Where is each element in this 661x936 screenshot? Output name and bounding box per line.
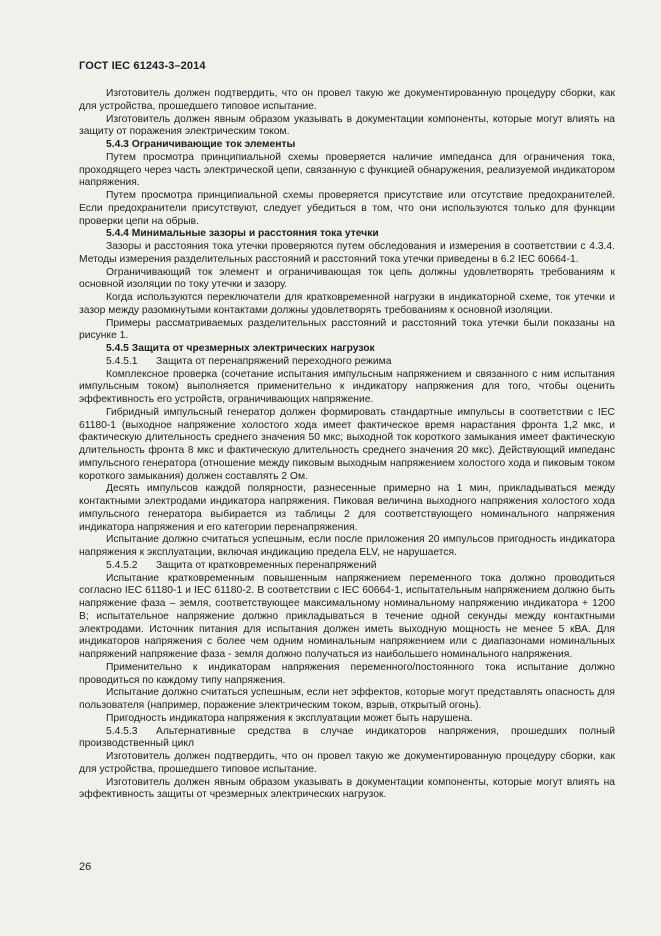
- subsection-number: 5.4.5.1: [106, 355, 138, 367]
- subsection-heading: [79, 726, 615, 752]
- body-paragraph: Ограничивающий ток элемент и ограничивающая ток цепь должны удовлетворять требованиям к основной изоляции по току утечки и зазору.: [79, 266, 615, 291]
- body-paragraph: Испытание должно считаться успешным, если после приложения 20 импульсов пригодность индикатора напряжения к эксплуатации, включая индикацию предела ELV, не нарушается.: [79, 534, 615, 558]
- body-paragraph: Изготовитель должен явным образом указывать в документации компоненты, которые могут влиять на эффективность защиты от чрезмерных электрических нагрузок.: [79, 776, 615, 801]
- document-header: ГОСТ IEC 61243-3–2014: [79, 60, 206, 72]
- section-heading: 5.4.5 Защита от чрезмерных электрических нагрузок: [106, 343, 375, 354]
- body-paragraph: Испытание должно считаться успешным, если нет эффектов, которые могут представлять опасность для пользователя (например, поражение электрическим током, взрыв, открытый огонь).: [79, 687, 615, 711]
- subsection-number: 5.4.5.3: [106, 725, 138, 737]
- subsection-title: Альтернативные средства в случае индикаторов напряжения, прошедших полный производственный цикл: [79, 725, 615, 750]
- section-heading: 5.4.4 Минимальные зазоры и расстояния тока утечки: [106, 228, 379, 240]
- body-paragraph: Гибридный импульсный генератор должен формировать стандартные импульсы в соответствии с IEC 61180-1 (выходное напряжение холостого хода имеет фактическое время нарастания фронта 1,2 мкс, и фактическую длительность среднего значения 50 мкс; выходной ток короткого замыкания имеет фактическую длительность фронта 8 мкс и фактическую длительность среднего значения 20 мкс). Действующий импеданс импульсного генератора (отношение между пиковым выходным напряжением холостого хода и пиковым током короткого замыкания) должен составлять 2 Ом.: [79, 406, 615, 482]
- body-paragraph: Изготовитель должен явным образом указывать в документации компоненты, которые могут влиять на защиту от поражения электрическим током.: [79, 113, 615, 138]
- body-paragraph: Испытание кратковременным повышенным напряжением переменного тока должно проводиться согласно IEC 61180-1 и IEC 61180-2. В соответствии с IEC 60664-1, испытательным напряжением должно быть напряжение фаза – земля, соответствующее максимальному номинальному напряжению индикатора + 1200 В; испытательное напряжение должно прикладываться в течение одной секунды между контактными электродами. Источник питания для испытания должен иметь выходную мощность не менее 5 кВА. Для индикаторов напряжения с более чем одним номинальным напряжением или с диапазонами номинальных напряжений напряжение фаза - земля должно получаться из наибольшего номинального напряжения.: [79, 572, 615, 660]
- body-paragraph: Применительно к индикаторам напряжения переменного/постоянного тока испытание должно проводиться по каждому типу напряжения.: [79, 661, 615, 686]
- subsection-heading: [79, 356, 615, 369]
- body-paragraph: Изготовитель должен подтвердить, что он провел такую же документированную процедуру сборки, как для устройства, прошедшего типовое испытание.: [79, 88, 615, 112]
- subsection-number: 5.4.5.2: [106, 559, 138, 571]
- document-body: [79, 88, 615, 802]
- body-paragraph: Комплексное проверка (сочетание испытания импульсным напряжением и связанного с ним испытания импульсным током) выполняется применительно к индикатору напряжения для того, чтобы оценить эффективность его устройств, ограничивающих напряжение.: [79, 368, 615, 405]
- subsection-heading: [79, 560, 615, 573]
- body-paragraph: Примеры рассматриваемых разделительных расстояний и расстояний тока утечки были показаны на рисунке 1.: [79, 317, 615, 342]
- body-paragraph: Десять импульсов каждой полярности, разнесенные примерно на 1 мин, прикладываться между контактными электродами индикатора напряжения. Пиковая величина выходного напряжения холостого хода импульсного генератора выбирается из таблицы 2 для соответствующего номинального напряжения индикатора напряжения и его категории перенапряжения.: [79, 483, 615, 533]
- body-paragraph: Путем просмотра принципиальной схемы проверяется присутствие или отсутствие предохранителей. Если предохранители присутствуют, следует убедиться в том, что они используются только для функции проверки цепи на обрыв.: [79, 190, 615, 227]
- body-paragraph: Пригодность индикатора напряжения к эксплуатации может быть нарушена.: [106, 712, 473, 724]
- page-number: 26: [79, 861, 92, 873]
- body-paragraph: Когда используются переключатели для кратковременной нагрузки в индикаторной схеме, ток утечки и зазор между разомкнутыми контактами должны удовлетворять требованиям к основной изоляции.: [79, 292, 615, 316]
- body-paragraph: Зазоры и расстояния тока утечки проверяются путем обследования и измерения в соответствии с 4.3.4. Методы измерения разделительных расстояний и расстояний тока утечки приведены в 6.2 IEC 60664-1.: [79, 241, 615, 265]
- body-paragraph: Путем просмотра принципиальной схемы проверяется наличие импеданса для ограничения тока, проходящего через часть электрической цепи, связанную с функцией обнаружения, реализуемой индикатором напряжения.: [79, 151, 615, 189]
- section-heading: 5.4.3 Ограничивающие ток элементы: [106, 139, 296, 150]
- subsection-title: Защита от перенапряжений переходного режима: [156, 355, 392, 367]
- subsection-title: Защита от кратковременных перенапряжений: [156, 559, 377, 571]
- body-paragraph: Изготовитель должен подтвердить, что он провел такую же документированную процедуру сборки, как для устройства, прошедшего типовое испытание.: [79, 751, 615, 775]
